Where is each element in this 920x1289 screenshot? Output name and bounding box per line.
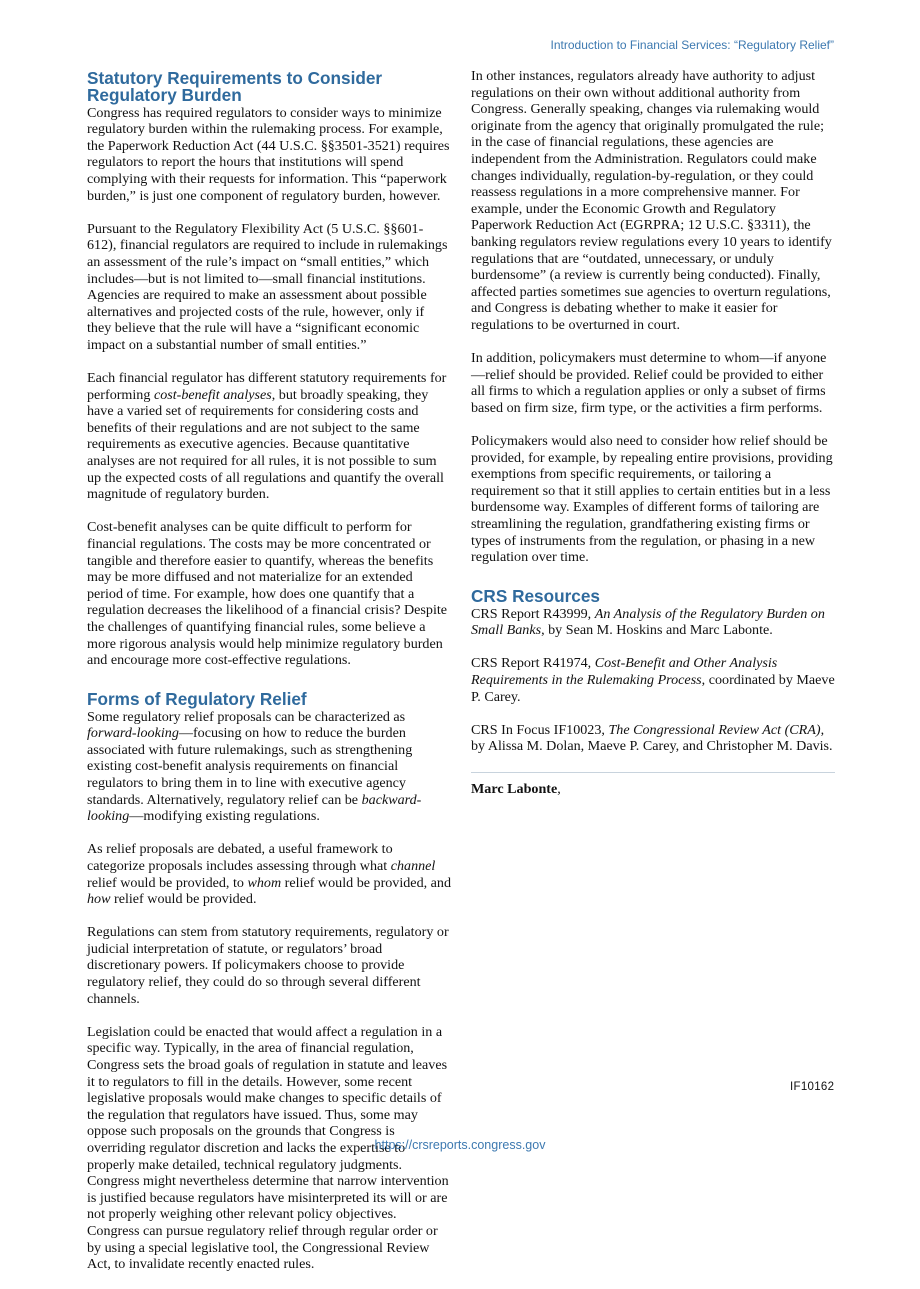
emphasis-text: backward-looking	[87, 791, 422, 825]
paragraph: Cost-benefit analyses can be quite difficult to perform for financial regulations. The costs may be more concentrated or tangible and therefore easier to quantify, whereas the benefits may be more diffused and not materialize for an extended period of time. For example, how does one quantify that a regulation decreases the likelihood of a financial crisis? Despite the challenges of quantifying financial rules, some believe a more rigorous analysis would help minimize regulatory burden and encourage more cost-effective regulations.	[87, 519, 448, 669]
author-suffix: ,	[557, 780, 561, 797]
paragraph: Pursuant to the Regulatory Flexibility Act (5 U.S.C. §§601-612), financial regulators are required to include in rulemakings an assessment of the rule’s impact on “small entities,” which includes—but is not limited to—small financial institutions. Agencies are required to make an assessment about possible alternatives and projected costs of the rule, however, only if they believe that the rule will have a “significant economic impact on a substantial number of small entities.”	[87, 220, 448, 353]
text-run: Each financial regulator has different statutory requirements for performing	[87, 370, 447, 403]
paragraph: Policymakers would also need to consider how relief should be provided, for example, by repealing entire provisions, providing exemptions from specific requirements, or tailoring a requirement so that it still applies to certain entities but in a less burdensome way. Examples of different forms of tailoring are streamlining the regulation, grandfathering existing firms or types of instruments from the regulation, or phasing in a new regulation over time.	[471, 433, 833, 566]
resource-item	[471, 655, 835, 705]
author-divider	[471, 772, 835, 773]
text-run: relief would be provided, to	[87, 874, 248, 891]
paragraph	[87, 370, 451, 503]
emphasis-text: whom	[247, 874, 282, 891]
resource-credit: , by Alissa M. Dolan, Maeve P. Carey, and Christopher M. Davis.	[471, 721, 833, 755]
resource-prefix: CRS Report R43999,	[471, 605, 595, 622]
emphasis-text: channel	[390, 857, 436, 874]
section-title-crs-resources: CRS Resources	[471, 585, 600, 606]
resource-item	[471, 722, 835, 755]
resource-title: The Congressional Review Act (CRA)	[608, 721, 821, 738]
paragraph: Legislation could be enacted that would affect a regulation in a specific way. Typically, in the area of financial regulation, Congress sets the broad goals of regulation in statute and leaves it to regulators to fill in the details. However, some recent legislative proposals would make changes to specific details of the regulation that regulators have issued. Thus, some may oppose such proposals on the grounds that Congress is overriding regulator discretion and lacks the expertise to properly make detailed, technical regulatory judgments. Congress might nevertheless determine that narrow intervention is justified because regulators have misinterpreted its will or are not properly weighing other relevant policy objectives. Congress can pursue regulatory relief through regular order or by using a special legislative tool, the Congressional Review Act, to invalidate recently enacted rules.	[87, 1023, 449, 1273]
report-id: IF10162	[790, 1081, 835, 1093]
emphasis-text: how	[87, 891, 111, 908]
author-line	[471, 781, 835, 798]
resource-prefix: CRS Report R41974,	[471, 655, 595, 672]
resource-prefix: CRS In Focus IF10023,	[471, 721, 609, 738]
text-run: —focusing on how to reduce the burden associated with future rulemakings, such as strengthening existing cost-benefit analysis requirements on financial regulators to bring them in to line with executive agency standards. Alternatively, regulatory relief can be	[87, 725, 413, 808]
paragraph: Congress has required regulators to consider ways to minimize regulatory burden within the rulemaking process. For example, the Paperwork Reduction Act (44 U.S.C. §§3501-3521) requires regulators to report the hours that institutions will spend complying with their requests for information. This “paperwork burden,” is just one component of regulatory burden, however.	[87, 104, 450, 204]
resource-item	[471, 606, 835, 639]
section-title-statutory-requirements: Statutory Requirements to Consider Regulatory Burden	[87, 68, 383, 105]
text-run: Some regulatory relief proposals can be characterized as	[87, 708, 406, 725]
text-run: —modifying existing regulations.	[129, 808, 320, 825]
text-run: , but broadly speaking, they have a varied set of requirements for considering costs and benefits of their regulations and are not subject to the same requirements as executive agencies. Because quantitative analyses are not required for all rules, it is not possible to sum up the expected costs of all regulations and quantify the overall magnitude of regulatory burden.	[87, 386, 444, 503]
resource-credit: , by Sean M. Hoskins and Marc Labonte.	[541, 622, 773, 639]
paragraph: In other instances, regulators already have authority to adjust regulations on their own without additional authority from Congress. Generally speaking, changes via rulemaking would originate from the agency that originally promulgated the rule; in the case of financial regulations, these agencies are independent from the Administration. Regulators could make changes individually, regulation-by-regulation, or they could reassess regulations in a more comprehensive manner. For example, under the Economic Growth and Regulatory Paperwork Reduction Act (EGRPRA; 12 U.S.C. §3311), the banking regulators review regulations every 10 years to identify regulations that are “outdated, unnecessary, or unduly burdensome” (a review is currently being conducted). Finally, affected parties sometimes sue agencies to overturn regulations, and Congress is debating whether to make it easier for regulations to be overturned in court.	[471, 68, 832, 333]
section-title-forms-of-relief: Forms of Regulatory Relief	[87, 688, 307, 709]
running-header: Introduction to Financial Services: “Regulatory Relief”	[550, 38, 834, 52]
text-run: relief would be provided.	[110, 891, 257, 908]
paragraph	[87, 709, 451, 825]
left-column	[87, 68, 451, 1289]
emphasis-text: forward-looking	[87, 725, 179, 742]
right-column	[471, 68, 835, 814]
text-run: relief would be provided, and	[281, 874, 452, 891]
author-name: Marc Labonte	[471, 780, 558, 797]
text-run: As relief proposals are debated, a useful framework to categorize proposals includes assessing through what	[87, 841, 393, 874]
resource-credit: , coordinated by Maeve P. Carey.	[471, 671, 835, 705]
paragraph: Regulations can stem from statutory requirements, regulatory or judicial interpretation of statute, or regulators’ broad discretionary powers. If policymakers choose to provide regulatory relief, they could do so through several different channels.	[87, 924, 449, 1007]
paragraph: In addition, policymakers must determine to whom—if anyone—relief should be provided. Relief could be provided to either all firms to which a regulation applies or only a subset of firms based on firm size, firm type, or the activities a firm performs.	[471, 350, 827, 416]
emphasis-text: cost-benefit analyses	[153, 386, 272, 403]
footer-url-link[interactable]: https://crsreports.congress.gov	[374, 1138, 546, 1152]
resource-title: An Analysis of the Regulatory Burden on Small Banks	[471, 605, 825, 639]
paragraph	[87, 841, 451, 907]
resource-title: Cost-Benefit and Other Analysis Requirements in the Rulemaking Process	[471, 655, 778, 688]
